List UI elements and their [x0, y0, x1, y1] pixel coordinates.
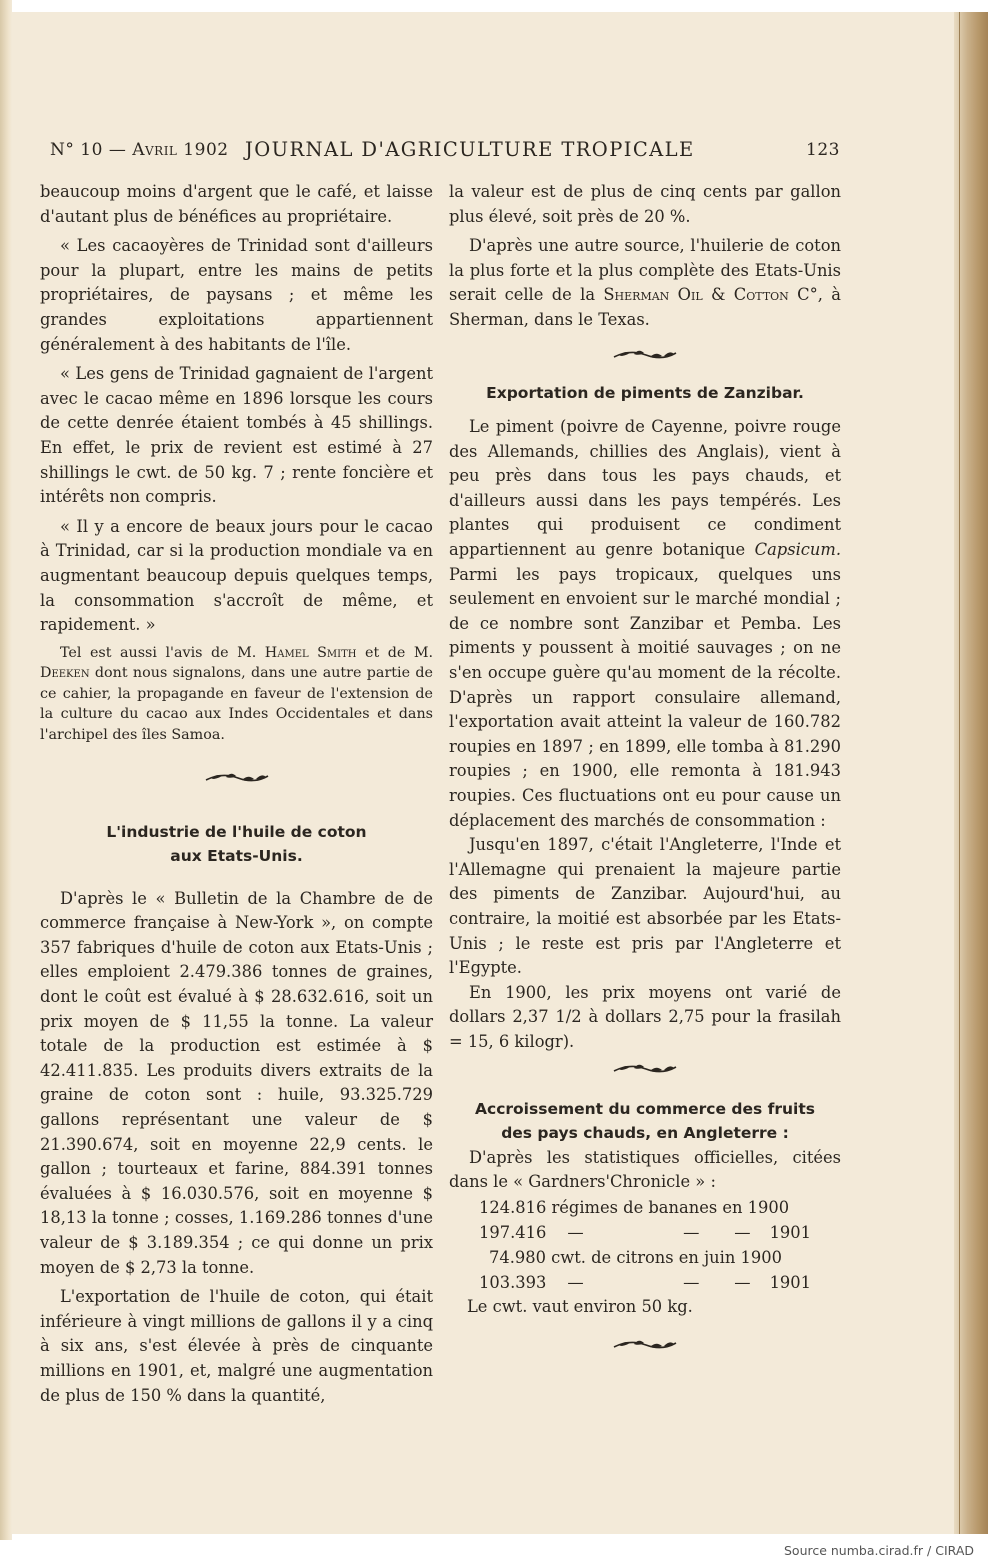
editor-note: [40, 643, 433, 746]
page-number: 123: [806, 140, 840, 160]
paragraph: la valeur est de plus de cinq cents par gallon plus élevé, soit près de 20 %.: [449, 182, 841, 226]
paragraph: Le cwt. vaut environ 50 kg.: [467, 1296, 693, 1316]
section-title-line: L'industrie de l'huile de coton: [106, 822, 367, 841]
paragraph-text: D'après une autre source, l'huilerie de coton la plus forte et la plus complète des Etats-Unis serait celle de la: [449, 236, 841, 305]
fruit-statistics: [479, 1195, 811, 1295]
leaf-ornament-icon: [449, 1337, 841, 1353]
ditto-mark: —: [683, 1222, 700, 1242]
paragraph-text: Parmi les pays tropicaux, quelques uns seulement en envoient sur le marché mondial ; de ce nombre sont Zanzibar et Pemba. Les piments y poussent à moitié sauvages ; on ne s'en occupe guère qu'au moment de la récolte. D'après un rapport consulaire allemand, l'exportation avait atteint la valeur de 160.782 roupies en 1897 ; en 1899, elle tomba à 81.290 roupies ; en 1900, elle remonta à 181.943 roupies. Ces fluctuations ont eu pour cause un déplacement des marchés de consommation :: [449, 564, 841, 830]
paragraph: « Les gens de Trinidad gagnaient de l'argent avec le cacao même en 1896 lorsque les cours de cette denrée étaient tombés à 45 shillings. En effet, le prix de revient est estimé à 27 shillings le cwt. de 50 kg. 7 ; rente foncière et intérêts non compris.: [40, 364, 433, 507]
section-title: Exportation de piments de Zanzibar.: [486, 383, 804, 402]
stat-quantity: 197.416: [479, 1222, 547, 1242]
genus-name: Capsicum.: [754, 540, 841, 560]
ditto-mark: —: [734, 1222, 751, 1242]
paragraph: [449, 415, 841, 833]
paragraph: L'exportation de l'huile de coton, qui était inférieure à vingt millions de gallons il y a cinq à six ans, s'est élevée à près de cinquante millions en 1901, et, malgré une augmentation de plus de 150 % dans la quantité,: [40, 1287, 433, 1405]
right-column: [449, 180, 841, 1353]
person-name: Deeken: [40, 665, 90, 682]
paragraph-text: Le piment (poivre de Cayenne, poivre rouge des Allemands, chillies des Anglais), vient à peu près dans tous les pays chauds, et d'ailleurs aussi dans les pays tempérés. Les plantes qui produisent ce condiment appartiennent au genre botanique: [449, 417, 841, 560]
paragraph: D'après les statistiques officielles, citées dans le « Gardners'Chronicle » :: [449, 1147, 841, 1192]
section-title-line: des pays chauds, en Angleterre :: [501, 1124, 789, 1142]
stat-row: [479, 1245, 811, 1270]
note-text: et de M.: [365, 644, 434, 661]
stat-row: [479, 1270, 811, 1295]
paragraph: Jusqu'en 1897, c'était l'Angleterre, l'Inde et l'Allemagne qui prenaient la majeure partie des piments de Zanzibar. Aujourd'hui, au contraire, la moitié est absorbée par les Etats-Unis ; le reste est pris par l'Angleterre et l'Egypte.: [449, 835, 841, 978]
paragraph: « Il y a encore de beaux jours pour le cacao à Trinidad, car si la production mondiale va en augmentant beaucoup depuis quelques temps, la consommation s'accroît de même, et rapidement. »: [40, 516, 433, 635]
issue-date: N° 10 — Avril 1902: [50, 140, 229, 160]
stat-text: 124.816 régimes de bananes en 1900: [479, 1197, 790, 1217]
page-left-edge: [0, 0, 12, 1540]
section-title-line: aux Etats-Unis.: [170, 847, 303, 866]
leaf-ornament-icon: [449, 347, 841, 363]
leaf-ornament-icon: [449, 1061, 841, 1077]
person-name: Hamel Smith: [264, 644, 357, 661]
journal-title: JOURNAL D'AGRICULTURE TROPICALE: [245, 138, 695, 161]
source-credit: Source numba.cirad.fr / CIRAD: [783, 1543, 974, 1558]
left-column: [40, 180, 433, 1408]
ditto-mark: —: [683, 1272, 700, 1292]
note-text: dont nous signalons, dans une autre partie de ce cahier, la propagande en faveur de l'extension de la culture du cacao aux Indes Occidentales et dans l'archipel des îles Samoa.: [40, 665, 433, 744]
paragraph: beaucoup moins d'argent que le café, et laisse d'autant plus de bénéfices au propriétaire.: [40, 182, 433, 226]
company-name: Sherman Oil & Cotton C°,: [603, 285, 823, 305]
paragraph: D'après le « Bulletin de la Chambre de de commerce française à New-York », on compte 357 fabriques d'huile de coton aux Etats-Unis ; elles emploient 2.479.386 tonnes de graines, dont le coût est évalué à $ 28.632.616, soit un prix moyen de $ 11,55 la tonne. La valeur totale de la production est estimée à $ 42.411.835. Les produits divers extraits de la graine de coton sont : huile, 93.325.729 gallons représentant une valeur de $ 21.390.674, soit en moyenne 22,9 cents. le gallon ; tourteaux et farine, 884.391 tonnes évaluées à $ 16.030.576, soit en moyenne $ 18,13 la tonne ; cosses, 1.169.286 tonnes d'une valeur de $ 3.189.354 ; ce qui donne un prix moyen de $ 2,73 la tonne.: [40, 888, 433, 1277]
paragraph: [449, 234, 841, 332]
ditto-mark: —: [567, 1272, 584, 1292]
stat-row: [479, 1220, 811, 1245]
section-title: [40, 820, 433, 869]
stat-year: 1901: [769, 1222, 811, 1242]
stat-year: 1901: [769, 1272, 811, 1292]
running-header: [50, 138, 840, 166]
paragraph: En 1900, les prix moyens ont varié de dollars 2,37 1/2 à dollars 2,75 pour la frasilah = 15, 6 kilogr).: [449, 982, 841, 1051]
stat-text: 74.980 cwt. de citrons en juin 1900: [489, 1247, 782, 1267]
ditto-mark: —: [567, 1222, 584, 1242]
leaf-ornament-icon: [40, 770, 433, 786]
section-title: [449, 1097, 841, 1146]
note-text: Tel est aussi l'avis de M.: [60, 644, 257, 661]
paragraph: « Les cacaoyères de Trinidad sont d'ailleurs pour la plupart, entre les mains de petits propriétaires, de paysans ; et même les grandes exploitations appartiennent généralement à des habitants de l'île.: [40, 236, 433, 354]
ditto-mark: —: [734, 1272, 751, 1292]
section-title-line: Accroissement du commerce des fruits: [475, 1099, 815, 1118]
stat-quantity: 103.393: [479, 1272, 547, 1292]
stat-row: [479, 1195, 811, 1220]
paragraph-text: à Sherman, dans le Texas.: [449, 285, 841, 329]
spine-line: [959, 12, 960, 1534]
